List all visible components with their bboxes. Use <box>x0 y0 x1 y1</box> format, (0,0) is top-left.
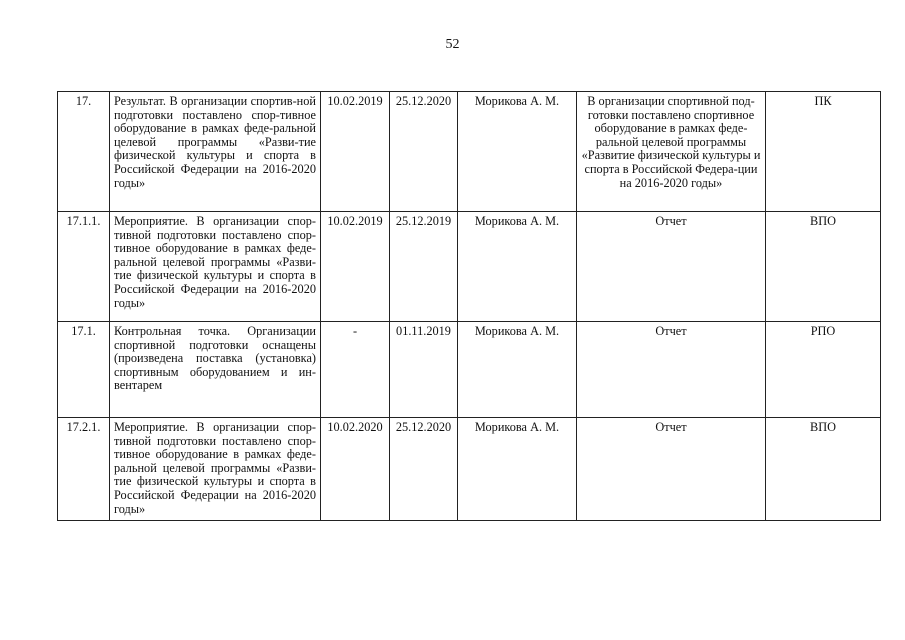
row-end-date: 25.12.2020 <box>390 92 458 212</box>
row-responsible: Морикова А. М. <box>458 322 577 418</box>
row-start-date: 10.02.2019 <box>321 92 390 212</box>
row-responsible: Морикова А. М. <box>458 92 577 212</box>
row-level: ВПО <box>766 212 881 322</box>
row-document: Отчет <box>577 322 766 418</box>
row-start-date: 10.02.2020 <box>321 418 390 521</box>
row-responsible: Морикова А. М. <box>458 418 577 521</box>
row-description: Результат. В организации спортив-ной подготовки поставлено спор-тивное оборудование в рамках феде-ральной целевой программы «Разви-тие физической культуры и спорта в Российской Федерации на 2016-2020 годы» <box>110 92 321 212</box>
row-description: Мероприятие. В организации спор-тивной подготовки поставлено спор-тивное оборудование в рамках феде-ральной целевой программы «Разви-тие физической культуры и спорта в Российской Федерации на 2016-2020 годы» <box>110 212 321 322</box>
row-level: РПО <box>766 322 881 418</box>
row-end-date: 25.12.2020 <box>390 418 458 521</box>
row-responsible: Морикова А. М. <box>458 212 577 322</box>
row-number: 17.1.1. <box>58 212 110 322</box>
row-end-date: 25.12.2019 <box>390 212 458 322</box>
table-row <box>58 322 881 418</box>
row-start-date: 10.02.2019 <box>321 212 390 322</box>
plan-table <box>57 91 881 521</box>
row-document: В организации спортивной под-готовки поставлено спортивное оборудование в рамках феде-ральной целевой программы «Развитие физической культуры и спорта в Российской Федера-ции на 2016-2020 годы» <box>577 92 766 212</box>
page-number: 52 <box>445 37 460 52</box>
row-number: 17. <box>58 92 110 212</box>
row-description: Контрольная точка. Организации спортивной подготовки оснащены (произведена поставка (установка) спортивным оборудованием и ин-вентарем <box>110 322 321 418</box>
row-document: Отчет <box>577 212 766 322</box>
row-level: ПК <box>766 92 881 212</box>
table-row <box>58 92 881 212</box>
table-row <box>58 212 881 322</box>
table-row <box>58 418 881 521</box>
row-description: Мероприятие. В организации спор-тивной подготовки поставлено спор-тивное оборудование в рамках феде-ральной целевой программы «Разви-тие физической культуры и спорта в Российской Федерации на 2016-2020 годы» <box>110 418 321 521</box>
row-level: ВПО <box>766 418 881 521</box>
row-start-date: - <box>321 322 390 418</box>
row-number: 17.2.1. <box>58 418 110 521</box>
row-end-date: 01.11.2019 <box>390 322 458 418</box>
row-number: 17.1. <box>58 322 110 418</box>
row-document: Отчет <box>577 418 766 521</box>
